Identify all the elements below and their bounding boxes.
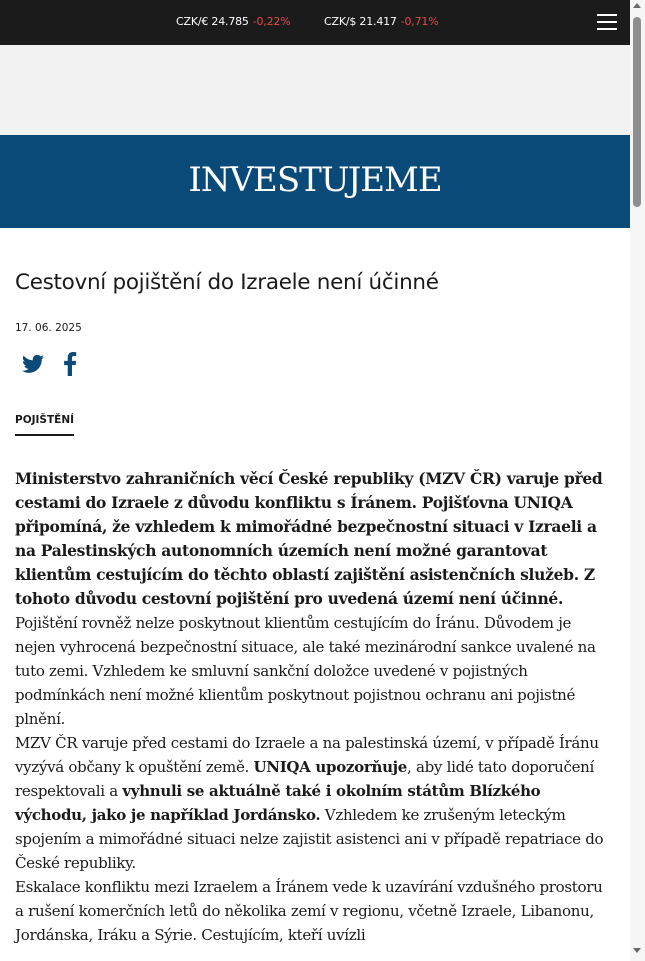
ticker-eur-pair: CZK/€ 24.785 bbox=[176, 15, 249, 28]
article-body bbox=[15, 467, 615, 947]
hamburger-icon[interactable] bbox=[597, 14, 617, 31]
paragraph-text: , aby lidé tato doporučení respektovali a bbox=[15, 758, 595, 800]
paragraph-text: MZV ČR varuje před cestami do Izraele a na palestinská území, v případě Íránu vyzývá občany k opuštění země. bbox=[15, 734, 599, 776]
menu-line bbox=[597, 28, 617, 30]
article-paragraph: Eskalace konfliktu mezi Izraelem a Íránem vede k uzavírání vzdušného prostoru a rušení komerčních letů do několika zemí v regionu, včetně Izraele, Libanonu, Jordánska, Iráku a Sýrie. Cestujícím, kteří uvízli bbox=[15, 878, 603, 944]
menu-line bbox=[597, 21, 617, 23]
ticker-eur bbox=[176, 15, 290, 28]
top-bar bbox=[0, 0, 630, 45]
ticker-usd-change: -0,71% bbox=[400, 15, 439, 28]
emphasis-text: UNIQA upozorňuje bbox=[253, 758, 408, 776]
scrollbar-thumb[interactable] bbox=[633, 17, 641, 207]
article-date: 17. 06. 2025 bbox=[15, 322, 82, 334]
ad-space bbox=[0, 45, 630, 135]
article-lead: Ministerstvo zahraničních věcí České republiky (MZV ČR) varuje před cestami do Izraele z důvodu konfliktu s Íránem. Pojišťovna UNIQA připomíná, že vzhledem k mimořádné bezpečnostní situaci v Izraeli a na Palestinských autonomních územích není možné garantovat klientům cestujícím do těchto oblastí zajištění asistenčních služeb. Z tohoto důvodu cestovní pojištění pro uvedená území není účinné. bbox=[15, 469, 603, 608]
ticker-usd bbox=[324, 15, 438, 28]
facebook-icon[interactable] bbox=[63, 352, 77, 376]
scroll-down-arrow-icon[interactable] bbox=[633, 948, 641, 953]
ticker-eur-change: -0,22% bbox=[252, 15, 291, 28]
site-logo[interactable]: INVESTUJEME bbox=[188, 160, 442, 200]
scroll-up-arrow-icon[interactable] bbox=[633, 3, 641, 8]
paragraph-text: Vzhledem ke zrušeným leteckým spojením a mimořádné situaci nelze zajistit asistenci ani v případě repatriace do České republiky. bbox=[15, 806, 604, 872]
category-link[interactable]: POJIŠTĚNÍ bbox=[15, 414, 74, 436]
article-title: Cestovní pojištění do Izraele není účinné bbox=[15, 270, 439, 295]
article-paragraph: Pojištění rovněž nelze poskytnout klientům cestujícím do Íránu. Důvodem je nejen vyhrocená bezpečnostní situace, ale také mezinárodní sankce uvalené na tuto zemi. Vzhledem ke smluvní sankční doložce uvedené v pojistných podmínkách není možné klientům poskytnout pojistnou ochranu ani pojistné plnění. bbox=[15, 614, 596, 728]
emphasis-text: vyhnuli se aktuálně také i okolním státům Blízkého východu, jako je například Jordánsko. bbox=[15, 782, 541, 824]
twitter-icon[interactable] bbox=[22, 354, 44, 374]
menu-line bbox=[597, 14, 617, 16]
ticker-usd-pair: CZK/$ 21.417 bbox=[324, 15, 397, 28]
article-paragraph bbox=[15, 731, 615, 875]
